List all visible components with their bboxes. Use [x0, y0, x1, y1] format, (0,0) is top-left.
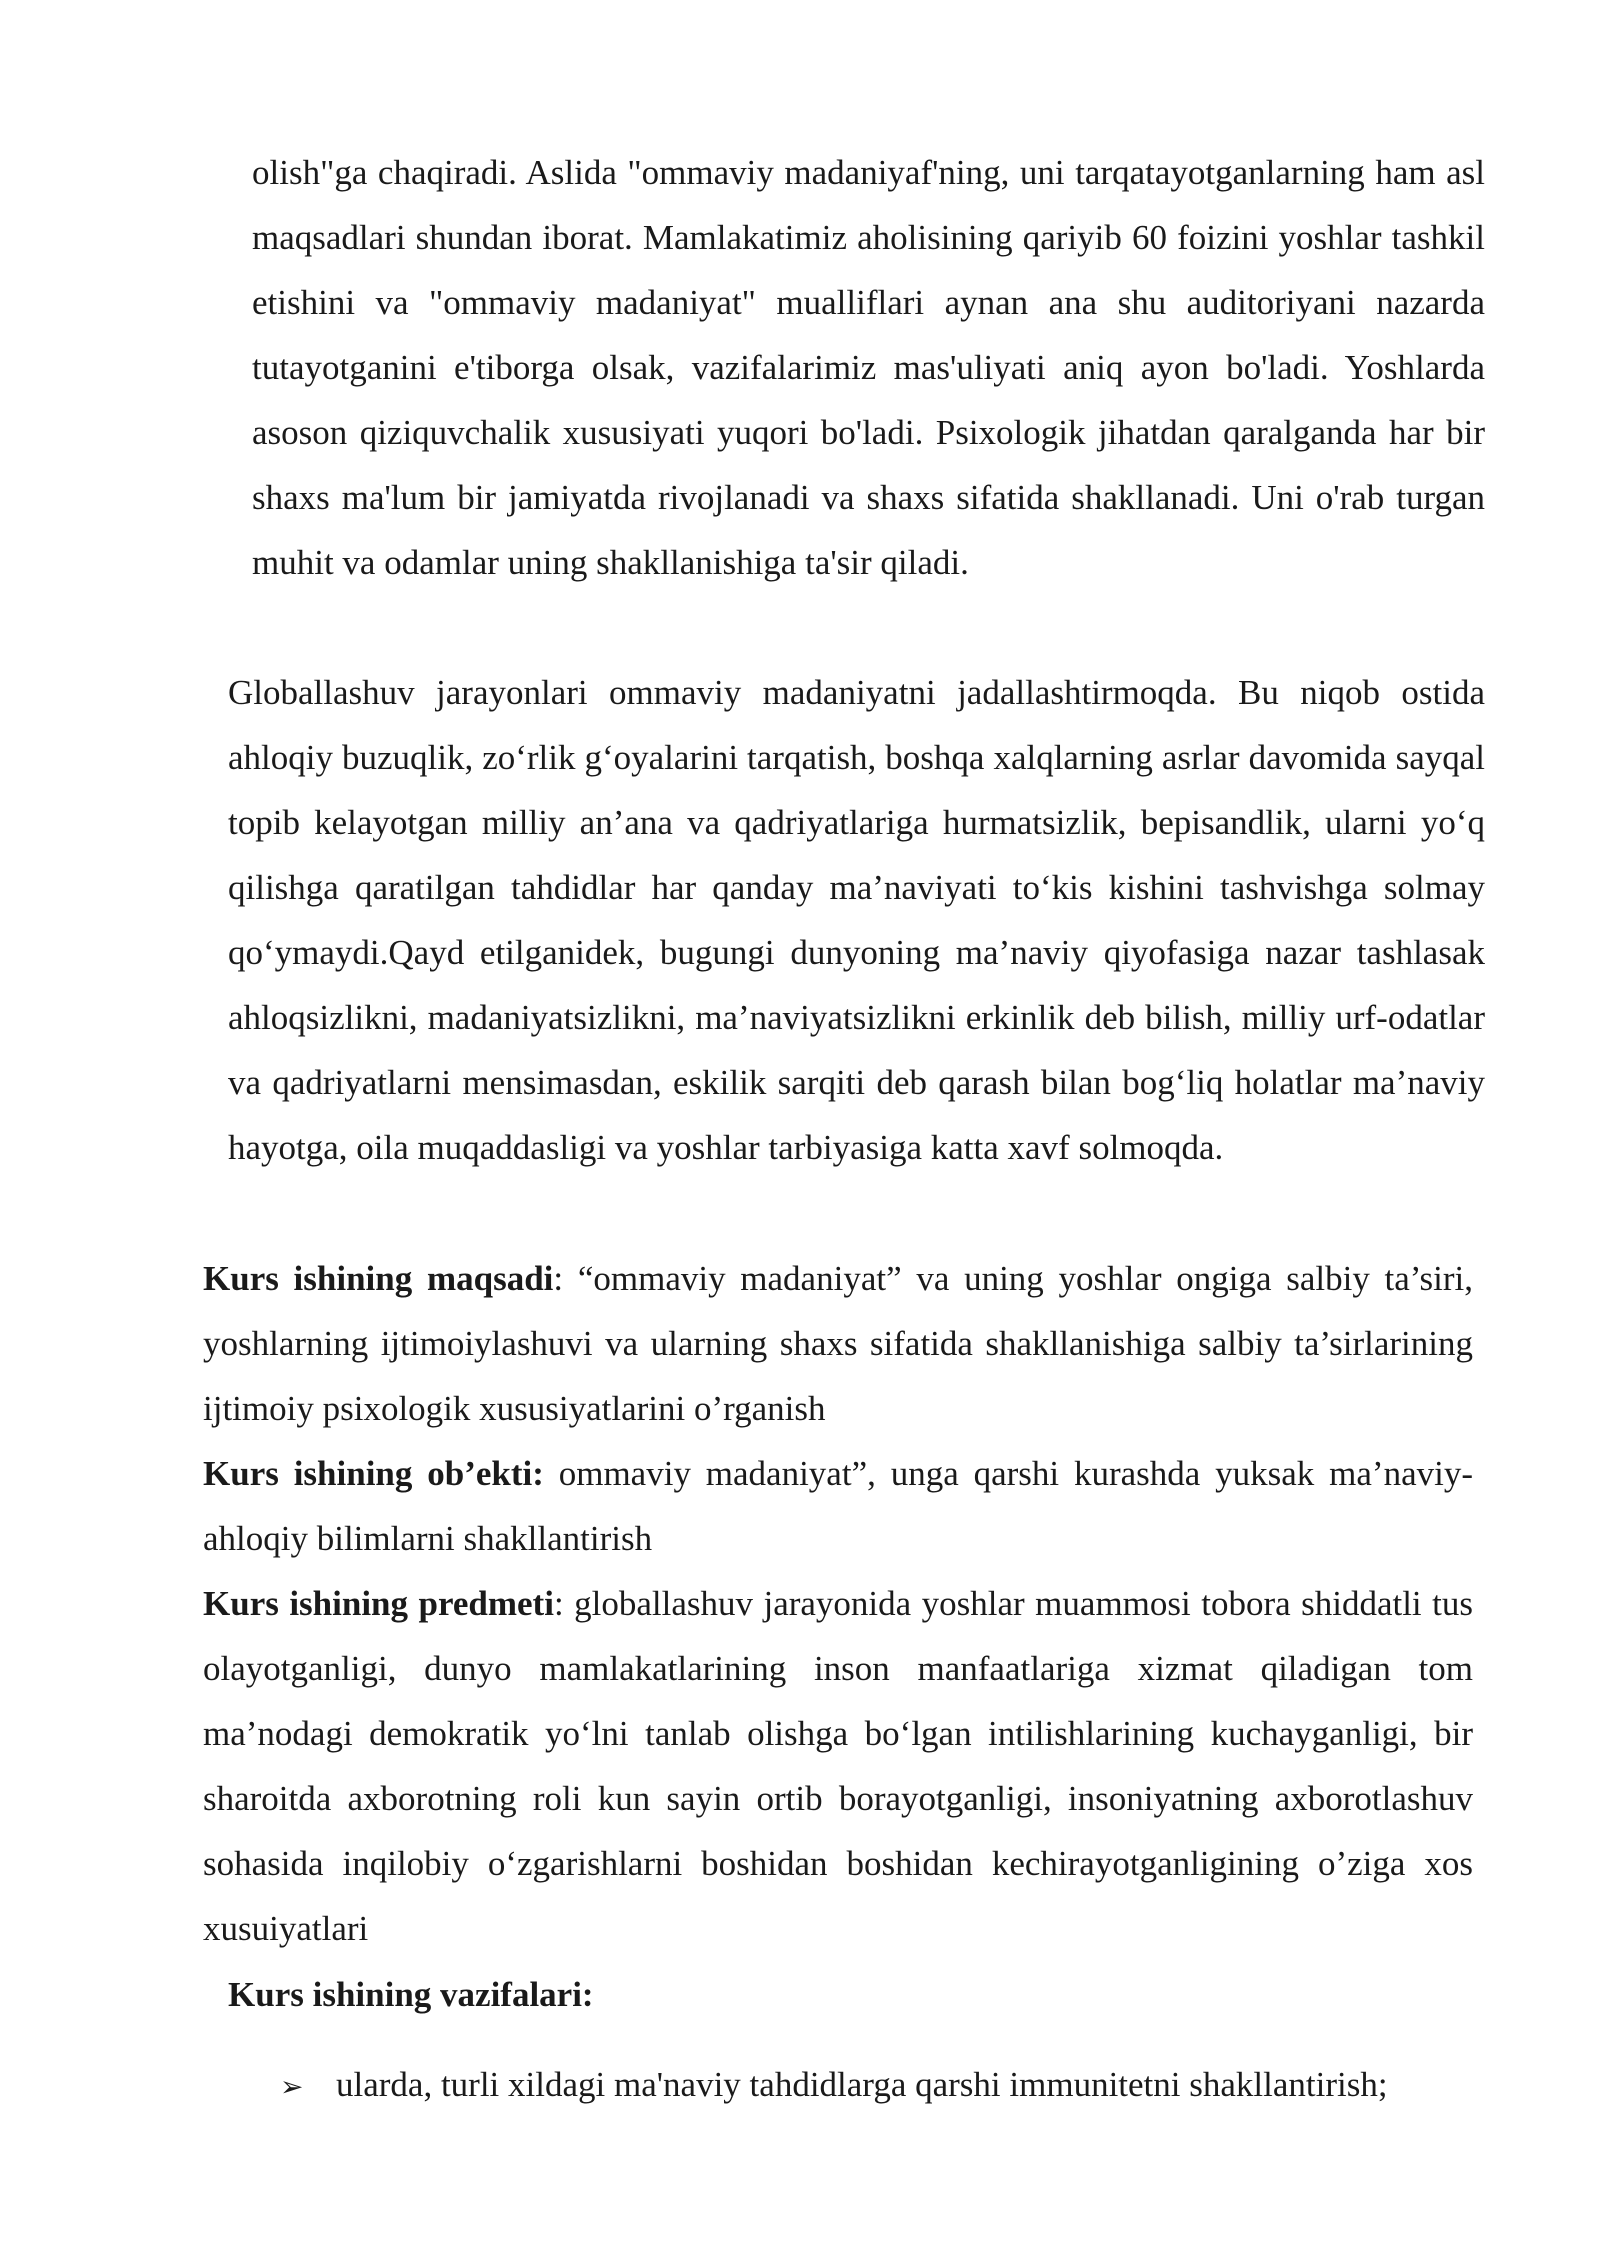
course-goal-label: Kurs ishining maqsadi — [203, 1259, 554, 1298]
course-goal-text: : “ommaviy madaniyat” va uning yoshlar ongiga salbiy ta’siri, yoshlarning ijtimoiylashuvi va ularning shaxs sifatida shakllanishiga salbiy ta’sirlarining ijtimoiy psixologik xususiyatlarini o’rganish — [203, 1259, 1474, 1428]
list-item-text: ularda, turli xildagi ma'naviy tahdidlarga qarshi immunitetni shakllantirish; — [336, 2065, 1388, 2104]
paragraph-intro-continuation: olish"ga chaqiradi. Aslida "ommaviy madaniyaf'ning, uni tarqatayotganlarning ham asl maqsadlari shundan iborat. Mamlakatimiz aholisining qariyib 60 foizini yoshlar tashkil etishini va "ommaviy madaniyat" mualliflari aynan ana shu auditoriyani nazarda tutayotganini e'tiborga olsak, vazifalarimiz mas'uliyati aniq ayon bo'ladi. Yoshlarda asoson qiziquvchalik xususiyati yuqori bo'ladi. Psixologik jihatdan qaralganda har bir shaxs ma'lum bir jamiyatda rivojlanadi va shaxs sifatida shakllanadi. Uni o'rab turgan muhit va odamlar uning shakllanishiga ta'sir qiladi. — [252, 153, 1485, 582]
list-item — [280, 2052, 1490, 2119]
course-object-label: Kurs ishining ob’ekti: — [203, 1454, 544, 1493]
paragraph-course-subject — [203, 1571, 1473, 1961]
paragraph-globalization: Globallashuv jarayonlari ommaviy madaniyatni jadallashtirmoqda. Bu niqob ostida ahloqiy buzuqlik, zo‘rlik g‘oyalarini tarqatish, boshqa xalqlarning asrlar davomida sayqal topib kelayotgan milliy an’ana va qadriyatlariga hurmatsizlik, bepisandlik, ularni yo‘q qilishga qaratilgan tahdidlar har qanday ma’naviyati to‘kis kishini tashvishga solmay qo‘ymaydi.Qayd etilganidek, bugungi dunyoning ma’naviy qiyofasiga nazar tashlasak ahloqsizlikni, madaniyatsizlikni, ma’naviyatsizlikni erkinlik deb bilish, milliy urf-odatlar va qadriyatlarni mensimasdan, eskilik sarqiti deb qarash bilan bog‘liq holatlar ma’naviy hayotga, oila muqaddasligi va yoshlar tarbiyasiga katta xavf solmoqda. — [228, 673, 1485, 1167]
course-subject-label: Kurs ishining predmeti — [203, 1584, 554, 1623]
arrow-bullet-icon: ➢ — [280, 2070, 304, 2103]
tasks-heading: Kurs ishining vazifalari: — [228, 1975, 594, 2014]
paragraph-course-goal — [203, 1246, 1473, 1441]
course-object-text: ommaviy madaniyat”, unga qarshi kurashda yuksak ma’naviy-ahloqiy bilimlarni shakllantirish — [203, 1454, 1473, 1558]
paragraph-course-object — [203, 1441, 1473, 1571]
course-subject-text: : globallashuv jarayonida yoshlar muammosi tobora shiddatli tus olayotganligi, dunyo mamlakatlarining inson manfaatlariga xizmat qiladigan tom ma’nodagi demokratik yo‘lni tanlab olishga bo‘lgan intilishlarining kuchayganligi, bir sharoitda axborotning roli kun sayin ortib borayotganligi, insoniyatning axborotlashuv sohasida inqilobiy o‘zgarishlarni boshidan boshidan kechirayotganligining o’ziga xos xusuiyatlari — [203, 1584, 1473, 1948]
